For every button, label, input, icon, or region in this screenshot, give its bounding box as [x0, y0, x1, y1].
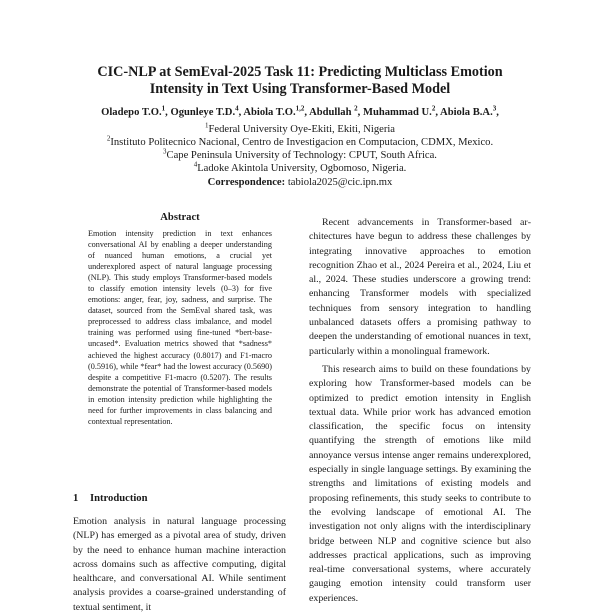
author-sup: 4 — [235, 104, 239, 113]
author-name: Abdullah — [309, 107, 355, 118]
affiliation-text: Instituto Politecnico Nacional, Centro de Investigacion en Computacion, CDMX, Mexico. — [110, 137, 494, 148]
abstract-text: Emotion intensity prediction in text enhances conversational AI by enabling a deeper understanding of nuanced human emotions, a crucial yet underexplored aspect of natural language processing (NLP). This study employs Transformer-based models to classify emotion intensity levels (0–3) for five emotions: anger, fear, joy, sadness, and surprise. The dataset, sourced from the SemEval shared task, was preprocessed to address class imbalance, and model training was performed using fine-tuned *bert-base-uncased*. Evaluation metrics showed that *sadness* achieved the highest accuracy (0.8017) and F1-macro (0.5916), while *fear* had the lowest accuracy (0.5690) despite a competitive F1-macro (0.5207). The results demonstrate the potential of Transformer-based models in emotion intensity prediction while highlighting the need for further improvements in class balancing and contextual representation. — [88, 229, 272, 426]
author-name: Abiola T.O. — [243, 107, 296, 118]
section-heading-introduction — [73, 493, 148, 504]
right-column-text — [309, 216, 531, 606]
author-sup: 2 — [354, 104, 358, 113]
affiliation-sup: 1 — [204, 121, 209, 130]
author-list: Oladepo T.O.$^1$, Ogunleye T.D.$^4$, Abiola T.O.$^{1,2}$, Abdullah $^2$, Muhammad U.$^2$, Abiola B.A.$^3$, — [101, 104, 499, 118]
body-paragraph: Recent advancements in Transformer-based architectures have begun to address these challenges by integrating innovative approaches to emotion recognition Zhao et al., 2024 Pereira et al., 2024, Liu et al., 2024. These studies underscore a growing trend: enhancing Transformer models with specialized techniques from sensory integration to handling unbalanced datasets offers a promising pathway to deepen the understanding of emotional nuances in text, particularly within a monolingual framework. — [309, 217, 531, 357]
affiliation — [40, 123, 560, 136]
affiliation-text: Cape Peninsula University of Technology: CPUT, South Africa. — [166, 150, 437, 161]
left-column-text — [73, 515, 286, 615]
affiliation-text: Ladoke Akintola University, Ogbomoso, Nigeria. — [197, 163, 407, 174]
author-name: Oladepo T.O. — [101, 107, 162, 118]
affiliation-sup: 3 — [163, 147, 167, 156]
author-sup: 2 — [431, 104, 436, 113]
affiliation-sup: 4 — [193, 160, 198, 169]
affiliation-text: Federal University Oye-Ekiti, Ekiti, Nigeria — [208, 124, 396, 135]
affiliation — [40, 162, 560, 175]
affiliation-sup: 2 — [106, 134, 111, 143]
author-name: Abiola B.A. — [440, 107, 493, 118]
title-line-2: Intensity in Text Using Transformer-Based Model — [149, 81, 451, 97]
correspondence-email[interactable]: tabiola2025@cic.ipn.mx — [287, 177, 393, 188]
author-sup: 1,2 — [295, 104, 305, 113]
author-sup: 3 — [492, 104, 497, 113]
intro-paragraph: Emotion analysis in natural language processing (NLP) has emerged as a pivotal area of study, driven by the need to enhance human machine interaction across domains such as affective computing, digital healthcare, and conversational AI. While sentiment analysis provides a coarse-grained understanding of textual sentiment, it — [73, 516, 286, 613]
author-name: Ogunleye T.D. — [170, 107, 236, 118]
author-name: Muhammad U. — [362, 107, 432, 118]
title-line-1: CIC-NLP at SemEval-2025 Task 11: Predicting Multiclass Emotion — [97, 64, 503, 80]
correspondence-label: Correspondence: — [207, 177, 286, 188]
author-sup: 1 — [161, 104, 166, 113]
affiliation — [40, 149, 560, 162]
section-number: 1 — [73, 493, 79, 504]
abstract-heading: Abstract — [160, 212, 200, 223]
affiliation — [40, 136, 560, 149]
paper-title — [60, 64, 540, 98]
body-paragraph: This research aims to build on these foundations by exploring how Transformer-based models can be optimized to predict emotion intensity in English textual data. While prior work has advanced emotion classification, the specific focus on intensity quantifying the strength of emotions like mild annoyance versus intense anger remains underexplored, especially in single language settings. By examining the strengths and limitations of existing models and proposing refinements, this study seeks to contribute to the evolving landscape of emotional AI. The investigation not only aligns with the interdisciplinary bridge between NLP and cognitive science but also addresses practical applications, such as improving real-time conversational systems, where accurately gauging emotion intensity could transform user experiences. — [309, 363, 531, 604]
correspondence — [40, 176, 560, 189]
section-title: Introduction — [90, 493, 148, 504]
